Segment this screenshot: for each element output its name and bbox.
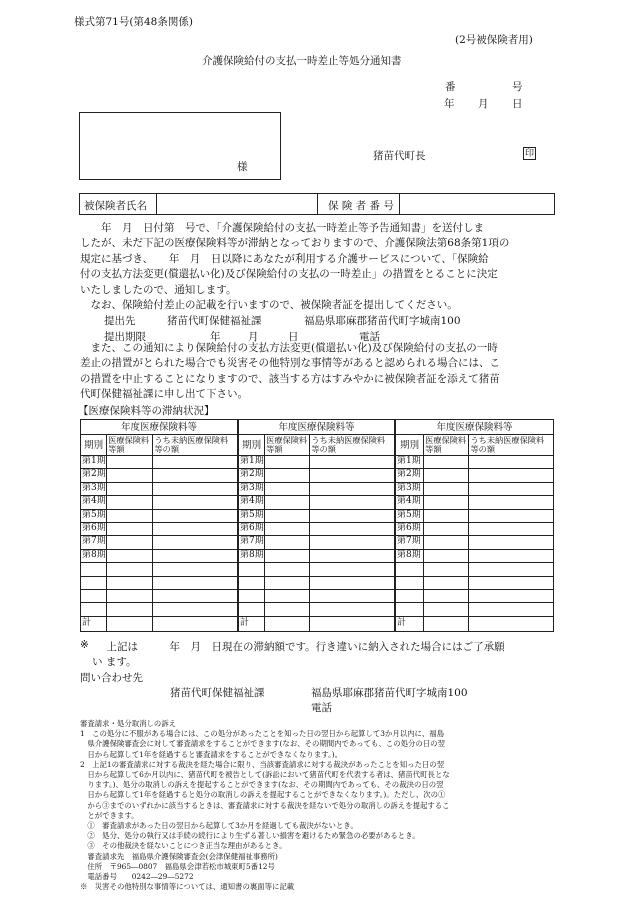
- premium-amount-cell: [107, 549, 153, 562]
- period-cell: 第1期: [396, 456, 424, 469]
- table-row: [396, 456, 554, 469]
- body-line: いたしましたので、通知します。: [80, 283, 237, 296]
- unpaid-amount-cell: [469, 536, 554, 549]
- premium-amount-cell: [265, 482, 310, 495]
- premium-amount-cell: [424, 482, 469, 495]
- arrears-year-header-row: [396, 420, 554, 435]
- inquiry-phone-label: 電話: [311, 702, 332, 714]
- table-row: [81, 536, 238, 549]
- appeal-note-line: 日から起算して1年を経過すると審査請求をすることができなくなります。)。: [80, 749, 342, 759]
- table-row: [81, 549, 238, 562]
- table-row: [81, 563, 238, 576]
- col-period-header: 期別: [396, 435, 424, 456]
- period-cell: [396, 576, 424, 589]
- total-label-cell: 計: [239, 616, 265, 631]
- premium-amount-cell: [424, 522, 469, 535]
- premium-amount-cell: [265, 496, 310, 509]
- period-cell: 第2期: [81, 469, 107, 482]
- body-line: 規定に基づき、 年 月 日以降にあなたが利用する介護サービスについて、「保険給: [80, 252, 489, 265]
- period-cell: 第5期: [81, 509, 107, 522]
- unpaid-amount-cell: [310, 603, 395, 616]
- footnote-line-1: 上記は 年 月 日現在の滞納額です。行き違いに納入された場合にはご了承願: [96, 641, 505, 653]
- arrears-year-header: 年度医療保険料等: [81, 420, 238, 435]
- appeal-notes: [80, 719, 550, 892]
- premium-amount-cell: [107, 482, 153, 495]
- submit-to-address: 福島県耶麻郡猪苗代町字城南100: [304, 315, 461, 327]
- period-cell: [81, 576, 107, 589]
- inquiry-office: 猪苗代町保健福祉課: [170, 687, 265, 699]
- insured-type-label: (2号被保険者用): [455, 34, 533, 46]
- footnote-mark: ※: [80, 639, 89, 651]
- table-row: [239, 589, 395, 602]
- period-cell: 第8期: [81, 549, 107, 562]
- premium-amount-cell: [424, 549, 469, 562]
- period-cell: [239, 576, 265, 589]
- arrears-table-block-2: [238, 419, 395, 632]
- premium-amount-cell: [265, 522, 310, 535]
- footnote-line-2: い ます。: [92, 656, 137, 668]
- period-cell: 第3期: [81, 482, 107, 495]
- table-row: [239, 576, 395, 589]
- body-line: 年 月 日付第 号で、「介護保険給付の支払一時差止等予告通知書」を送付しま: [80, 222, 485, 234]
- date-month-label: 月: [478, 98, 489, 110]
- appeal-note-line: ります。)、処分の取消しの訴えを提起することができます(なお、その期間内であっても、その裁決の日の翌: [80, 780, 444, 790]
- table-row: [239, 522, 395, 535]
- premium-amount-cell: [265, 469, 310, 482]
- unpaid-amount-cell: [310, 536, 395, 549]
- table-row: [396, 536, 554, 549]
- table-row: [81, 482, 238, 495]
- premium-amount-cell: [265, 603, 310, 616]
- appeal-note-line: 住所 〒965―0807 福島県会津若松市城東町5番12号: [80, 861, 275, 871]
- submit-to-label: 提出先: [104, 315, 136, 327]
- period-cell: 第2期: [239, 469, 265, 482]
- premium-amount-cell: [265, 509, 310, 522]
- col-unpaid-header: うち未納医療保険料等の額: [469, 435, 554, 456]
- deadline-year: 年: [210, 331, 221, 343]
- deadline-day: 日: [288, 331, 299, 343]
- premium-amount-cell: [107, 589, 153, 602]
- appeal-note-line: ① 審査請求があった日の翌日から起算して3か月を経過しても裁決がないとき。: [80, 821, 358, 831]
- appeal-note-line: から③までのいずれかに該当するときは、審査請求に対する裁決を経ないで処分の取消しの訴えを提起するこ: [80, 800, 450, 810]
- form-number: 様式第71号(第48条関係): [74, 16, 193, 28]
- number-label-ban: 番: [445, 81, 456, 93]
- unpaid-amount-cell: [153, 549, 238, 562]
- appeal-note-line: 1 この処分に不服がある場合には、この処分があったことを知った日の翌日から起算して3か月以内に、福島: [80, 729, 445, 739]
- total-amount-cell: [153, 616, 238, 631]
- unpaid-amount-cell: [469, 576, 554, 589]
- appeal-note-line: 県介護保険審査会に対して審査請求をすることができます(なお、その期間内であっても、この処分の日の翌: [80, 739, 445, 749]
- body-line: 付の支払方法変更(償還払い化)及び保険給付の支払の一時差止」の措置をとることに決定: [80, 268, 498, 281]
- unpaid-amount-cell: [469, 482, 554, 495]
- table-total-row: [81, 616, 238, 631]
- insurer-number-label: 保 険 者 番 号: [328, 200, 394, 212]
- table-total-row: [396, 616, 554, 631]
- issuer-name: 猪苗代町長: [373, 150, 426, 162]
- total-label-cell: 計: [396, 616, 424, 631]
- unpaid-amount-cell: [310, 522, 395, 535]
- deadline-month: 月: [248, 331, 259, 343]
- deadline-label: 提出期限: [104, 331, 146, 343]
- table-row: [239, 536, 395, 549]
- arrears-table-block-1: [80, 419, 238, 632]
- divider: [156, 194, 157, 214]
- body-line: 代町保健福祉課に申し出て下さい。: [80, 388, 248, 401]
- period-cell: 第3期: [239, 482, 265, 495]
- total-label-cell: 計: [81, 616, 107, 631]
- unpaid-amount-cell: [153, 482, 238, 495]
- table-total-row: [239, 616, 395, 631]
- unpaid-amount-cell: [310, 589, 395, 602]
- arrears-heading: 【医療保険料等の滞納状況】: [78, 405, 215, 417]
- premium-amount-cell: [107, 509, 153, 522]
- honorific-sama: 様: [237, 161, 248, 173]
- col-period-header: 期別: [81, 435, 107, 456]
- period-cell: 第7期: [239, 536, 265, 549]
- unpaid-amount-cell: [310, 509, 395, 522]
- premium-amount-cell: [107, 536, 153, 549]
- table-row: [396, 509, 554, 522]
- table-row: [81, 589, 238, 602]
- table-row: [239, 496, 395, 509]
- table-row: [81, 522, 238, 535]
- premium-amount-cell: [265, 549, 310, 562]
- unpaid-amount-cell: [153, 496, 238, 509]
- premium-amount-cell: [424, 563, 469, 576]
- col-premium-header: 医療保険料等額: [265, 435, 310, 456]
- premium-amount-cell: [265, 536, 310, 549]
- col-unpaid-header: うち未納医療保険料等の額: [310, 435, 395, 456]
- premium-amount-cell: [424, 576, 469, 589]
- unpaid-amount-cell: [153, 469, 238, 482]
- period-cell: 第4期: [81, 496, 107, 509]
- period-cell: 第6期: [81, 522, 107, 535]
- insured-info-row: [79, 193, 555, 215]
- unpaid-amount-cell: [153, 563, 238, 576]
- unpaid-amount-cell: [469, 456, 554, 469]
- col-premium-header: 医療保険料等額: [107, 435, 153, 456]
- premium-amount-cell: [107, 469, 153, 482]
- table-row: [239, 482, 395, 495]
- table-row: [81, 469, 238, 482]
- body-note-line: なお、保険給付差止の記載を行いますので、被保険者証を提出してください。: [80, 299, 458, 312]
- period-cell: [81, 589, 107, 602]
- premium-amount-cell: [424, 536, 469, 549]
- table-row: [81, 576, 238, 589]
- premium-amount-cell: [265, 576, 310, 589]
- notice-body-2: [80, 341, 550, 403]
- premium-amount-cell: [107, 456, 153, 469]
- table-row: [239, 456, 395, 469]
- premium-amount-cell: [424, 589, 469, 602]
- table-row: [81, 496, 238, 509]
- arrears-year-header: 年度医療保険料等: [239, 420, 395, 435]
- unpaid-amount-cell: [153, 536, 238, 549]
- notice-body: [80, 221, 550, 313]
- date-year-label: 年: [444, 98, 455, 110]
- premium-amount-cell: [424, 496, 469, 509]
- table-row: [396, 549, 554, 562]
- unpaid-amount-cell: [310, 549, 395, 562]
- period-cell: 第5期: [396, 509, 424, 522]
- table-row: [396, 589, 554, 602]
- body-line: の措置を中止することになりますので、該当する方はすみやかに被保険者証を添えて猪苗: [80, 372, 500, 385]
- appeal-note-line: 審査請求先 福島県介護保険審査会(会津保健福祉事務所): [80, 851, 278, 861]
- period-cell: 第8期: [396, 549, 424, 562]
- table-row: [239, 549, 395, 562]
- unpaid-amount-cell: [153, 576, 238, 589]
- col-unpaid-header: うち未納医療保険料等の額: [153, 435, 238, 456]
- period-cell: [81, 563, 107, 576]
- period-cell: [239, 589, 265, 602]
- body-line: したが、未だ下記の医療保険料等が滞納となっておりますので、介護保険法第68条第1項の: [80, 237, 510, 250]
- inquiry-label: 問い合わせ先: [80, 672, 143, 684]
- table-row: [396, 576, 554, 589]
- table-row: [396, 482, 554, 495]
- period-cell: [239, 603, 265, 616]
- table-row: [81, 456, 238, 469]
- unpaid-amount-cell: [153, 509, 238, 522]
- inquiry-address: 福島県耶麻郡猪苗代町字城南100: [311, 687, 468, 699]
- period-cell: 第4期: [239, 496, 265, 509]
- arrears-column-header-row: [81, 435, 238, 456]
- table-row: [396, 522, 554, 535]
- body-line: 差止の措置がとられた場合でも災害その他特別な事情等があると認められる場合には、こ: [80, 357, 500, 370]
- unpaid-amount-cell: [310, 456, 395, 469]
- divider: [317, 194, 318, 214]
- premium-amount-cell: [107, 522, 153, 535]
- table-row: [239, 469, 395, 482]
- table-row: [239, 603, 395, 616]
- unpaid-amount-cell: [310, 482, 395, 495]
- addressee-box: [79, 112, 281, 180]
- arrears-year-header: 年度医療保険料等: [396, 420, 554, 435]
- period-cell: 第6期: [239, 522, 265, 535]
- table-row: [239, 563, 395, 576]
- submit-to-office: 猪苗代町保健福祉課: [167, 315, 262, 327]
- period-cell: 第4期: [396, 496, 424, 509]
- table-row: [81, 509, 238, 522]
- period-cell: [239, 563, 265, 576]
- appeal-note-line: 日から起算して6か月以内に、猪苗代町を被告として(訴訟において猪苗代町を代表する者は、猪苗代町長とな: [80, 770, 450, 780]
- period-cell: [396, 563, 424, 576]
- appeal-note-line: とができます。: [80, 810, 139, 820]
- total-amount-cell: [469, 616, 554, 631]
- table-row: [81, 603, 238, 616]
- unpaid-amount-cell: [469, 563, 554, 576]
- premium-amount-cell: [424, 456, 469, 469]
- period-cell: [396, 603, 424, 616]
- arrears-year-header-row: [239, 420, 395, 435]
- col-period-header: 期別: [239, 435, 265, 456]
- period-cell: 第7期: [396, 536, 424, 549]
- appeal-note-line: ※ 災害その他特別な事情等については、通知書の裏面等に記載: [80, 882, 295, 892]
- unpaid-amount-cell: [469, 603, 554, 616]
- premium-amount-cell: [265, 563, 310, 576]
- period-cell: 第6期: [396, 522, 424, 535]
- period-cell: 第1期: [239, 456, 265, 469]
- period-cell: 第7期: [81, 536, 107, 549]
- appeal-note-line: 2 上記1の審査請求に対する裁決を経た場合に限り、当該審査請求に対する裁決があったことを知った日の翌: [80, 759, 445, 769]
- unpaid-amount-cell: [310, 496, 395, 509]
- col-premium-header: 医療保険料等額: [424, 435, 469, 456]
- table-row: [239, 509, 395, 522]
- unpaid-amount-cell: [469, 469, 554, 482]
- table-row: [396, 469, 554, 482]
- period-cell: 第5期: [239, 509, 265, 522]
- premium-amount-cell: [424, 469, 469, 482]
- unpaid-amount-cell: [310, 469, 395, 482]
- unpaid-amount-cell: [469, 589, 554, 602]
- date-day-label: 日: [512, 98, 523, 110]
- appeal-note-line: 電話番号 0242―29―5272: [80, 872, 194, 882]
- unpaid-amount-cell: [469, 509, 554, 522]
- unpaid-amount-cell: [469, 522, 554, 535]
- period-cell: [396, 589, 424, 602]
- arrears-table-block-3: [395, 419, 554, 632]
- number-label-go: 号: [512, 81, 523, 93]
- premium-amount-cell: [107, 603, 153, 616]
- unpaid-amount-cell: [469, 549, 554, 562]
- appeal-heading: 審査請求・処分取消しの訴え: [80, 719, 177, 728]
- arrears-column-header-row: [239, 435, 395, 456]
- seal-mark: 印: [524, 149, 534, 159]
- arrears-column-header-row: [396, 435, 554, 456]
- unpaid-amount-cell: [310, 563, 395, 576]
- period-cell: 第8期: [239, 549, 265, 562]
- premium-amount-cell: [107, 563, 153, 576]
- premium-amount-cell: [265, 456, 310, 469]
- premium-amount-cell: [107, 496, 153, 509]
- period-cell: 第2期: [396, 469, 424, 482]
- appeal-note-line: 日から起算して1年を経過すると処分の取消しの訴えを提起することができなくなります。)。ただし、次の①: [80, 790, 446, 800]
- total-amount-cell: [424, 616, 469, 631]
- table-row: [396, 563, 554, 576]
- unpaid-amount-cell: [153, 456, 238, 469]
- unpaid-amount-cell: [310, 576, 395, 589]
- unpaid-amount-cell: [153, 603, 238, 616]
- total-amount-cell: [265, 616, 310, 631]
- premium-amount-cell: [107, 576, 153, 589]
- body-line: また、この通知により保険給付の支払方法変更(償還払い化)及び保険給付の支払の一時: [80, 342, 498, 354]
- appeal-note-line: ② 処分、処分の執行又は手続の続行により生ずる著しい損害を避けるため緊急の必要があるとき。: [80, 831, 420, 841]
- premium-amount-cell: [265, 589, 310, 602]
- total-amount-cell: [107, 616, 153, 631]
- arrears-year-header-row: [81, 420, 238, 435]
- appeal-note-line: ③ その他裁決を経ないことにつき正当な理由があるとき。: [80, 841, 287, 851]
- premium-amount-cell: [424, 509, 469, 522]
- premium-amount-cell: [424, 603, 469, 616]
- insured-name-label: 被保険者氏名: [84, 200, 147, 212]
- unpaid-amount-cell: [153, 589, 238, 602]
- submit-phone-label: 電話: [359, 331, 380, 343]
- table-row: [396, 496, 554, 509]
- table-row: [396, 603, 554, 616]
- period-cell: 第3期: [396, 482, 424, 495]
- period-cell: 第1期: [81, 456, 107, 469]
- divider: [399, 194, 400, 214]
- unpaid-amount-cell: [469, 496, 554, 509]
- unpaid-amount-cell: [153, 522, 238, 535]
- period-cell: [81, 603, 107, 616]
- total-amount-cell: [310, 616, 395, 631]
- document-title: 介護保険給付の支払一時差止等処分通知書: [202, 55, 402, 67]
